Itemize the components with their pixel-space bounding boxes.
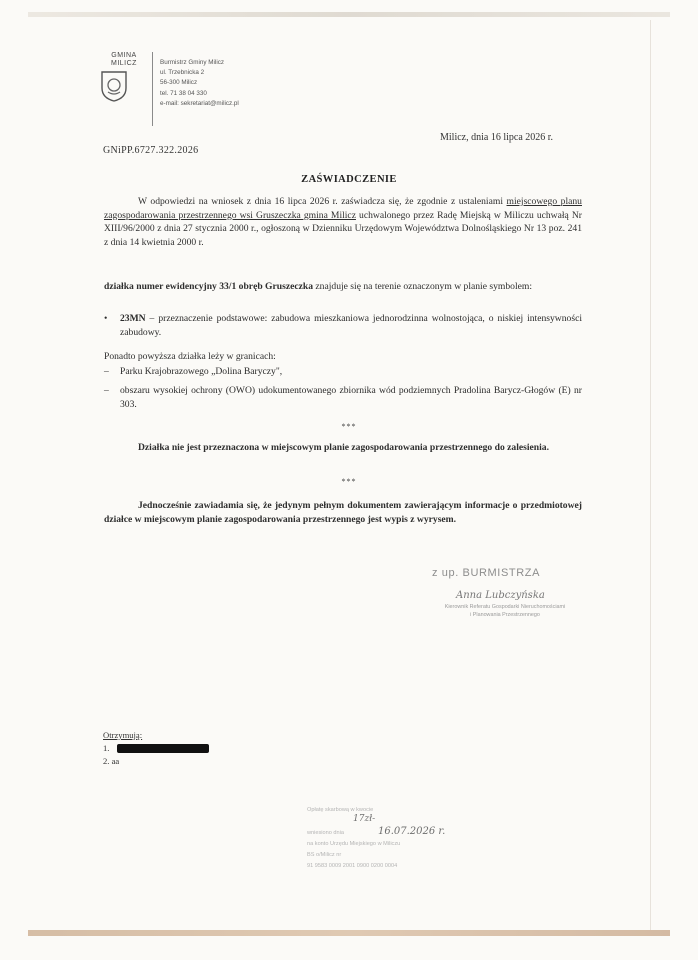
dash-icon: – [104,385,109,396]
zoning-symbol: 23MN [120,313,146,324]
bounds-item [104,365,582,379]
fee-stamp-line: BS o/Milicz nr [307,852,342,859]
plan-name: miejscowego planu zagospodarowania przestrzennego wsi Gruszeczka gmina Milicz [104,196,582,221]
bounds-text: obszaru wysokiej ochrony (OWO) udokumentowanego zbiornika wód podziemnych Pradolina Barycz-Głogów (E) nr 303. [120,385,582,410]
parcel-paragraph [104,280,582,294]
place-date: Milicz, dnia 16 lipca 2026 r. [440,132,554,143]
fee-stamp-line: Opłatę skarbową w kwocie [307,807,374,813]
coat-of-arms-icon [100,70,128,102]
municipality-crest [100,52,148,108]
fee-stamp-line: 91 9583 0009 2001 0900 0200 0004 [307,863,398,870]
address-line: tel. 71 38 04 330 [160,89,207,97]
role-line: Kierownik Referatu Gospodarki Nieruchomościami [444,604,566,610]
signature-stamp-title: z up. BURMISTRZA [432,567,541,579]
intro-text-2: uchwalonego przez Radę Miejską w Miliczu uchwałą Nr XIII/96/2000 z dnia 27 stycznia 2000 r., ogłoszoną w Dzienniku Urzędowym Województwa Dolnośląskiego Nr 13 poz. 241 z dnia 14 kwietnia 2000 r. [104,209,582,248]
bounds-item [104,384,582,411]
page-right-edge [650,20,651,930]
zoning-description: – przeznaczenie podstawowe: zabudowa mieszkaniowa jednorodzinna wolnostojąca, o niskiej intensywności zabudowy. [120,313,582,338]
bounds-text: Parku Krajobrazowego „Dolina Baryczy", [120,366,283,377]
bullet-icon: • [104,313,108,324]
intro-paragraph [104,195,582,249]
page-bottom-edge [28,930,670,936]
not-forest-paragraph: Działka nie jest przeznaczona w miejscowym planie zagospodarowania przestrzennego do zalesienia. [138,442,549,453]
address-line: e-mail: sekretariat@milicz.pl [160,99,239,107]
page-top-edge [28,12,670,17]
redaction-bar [117,744,209,753]
recipient-item: 1. [103,743,110,753]
fee-stamp [307,805,457,873]
bounds-intro: Ponadto powyższa działka leży w granicach: [104,351,276,362]
role-line: i Planowania Przestrzennego [470,612,540,618]
fee-date-handwritten: 16.07.2026 r. [378,826,446,837]
recipient-item: 2. aa [103,756,120,766]
zoning-symbol-item [104,312,582,339]
address-line: ul. Trzebnicka 2 [160,69,205,77]
reference-number: GNiPP.6727.322.2026 [103,145,199,156]
signature-name: Anna Lubczyńska [456,590,545,601]
address-line: Burmistrz Gminy Milicz [160,59,225,66]
fee-stamp-line: na konto Urzędu Miejskiego w Miliczu [307,840,401,847]
letterhead-address [160,58,239,109]
recipients-label: Otrzymują: [103,730,143,740]
letterhead-divider [152,52,153,126]
intro-text-1: W odpowiedzi na wniosek z dnia 16 lipca 2026 r. zaświadcza się, że zgodnie z ustaleniami [138,196,507,207]
address-line: 56-300 Milicz [160,79,198,87]
document-title: ZAŚWIADCZENIE [301,174,397,185]
parcel-id: działka numer ewidencyjny 33/1 obręb Gruszeczka [104,281,314,292]
crest-label: GMINA MILICZ [111,52,137,67]
fee-amount-handwritten: 17zł- [353,814,376,824]
fee-stamp-line: wniesiono dnia [307,829,345,836]
signature-role [430,603,580,619]
dash-icon: – [104,366,109,377]
notice-paragraph: Jednocześnie zawiadamia się, że jedynym pełnym dokumentem zawierającym informacje o przedmiotowej działce w miejscowym planie zagospodarowania przestrzennego jest wypis z wyrysem. [104,500,582,525]
separator: *** [341,422,357,431]
parcel-text: znajduje się na terenie oznaczonym w planie symbolem: [313,281,532,292]
separator: *** [341,477,357,486]
